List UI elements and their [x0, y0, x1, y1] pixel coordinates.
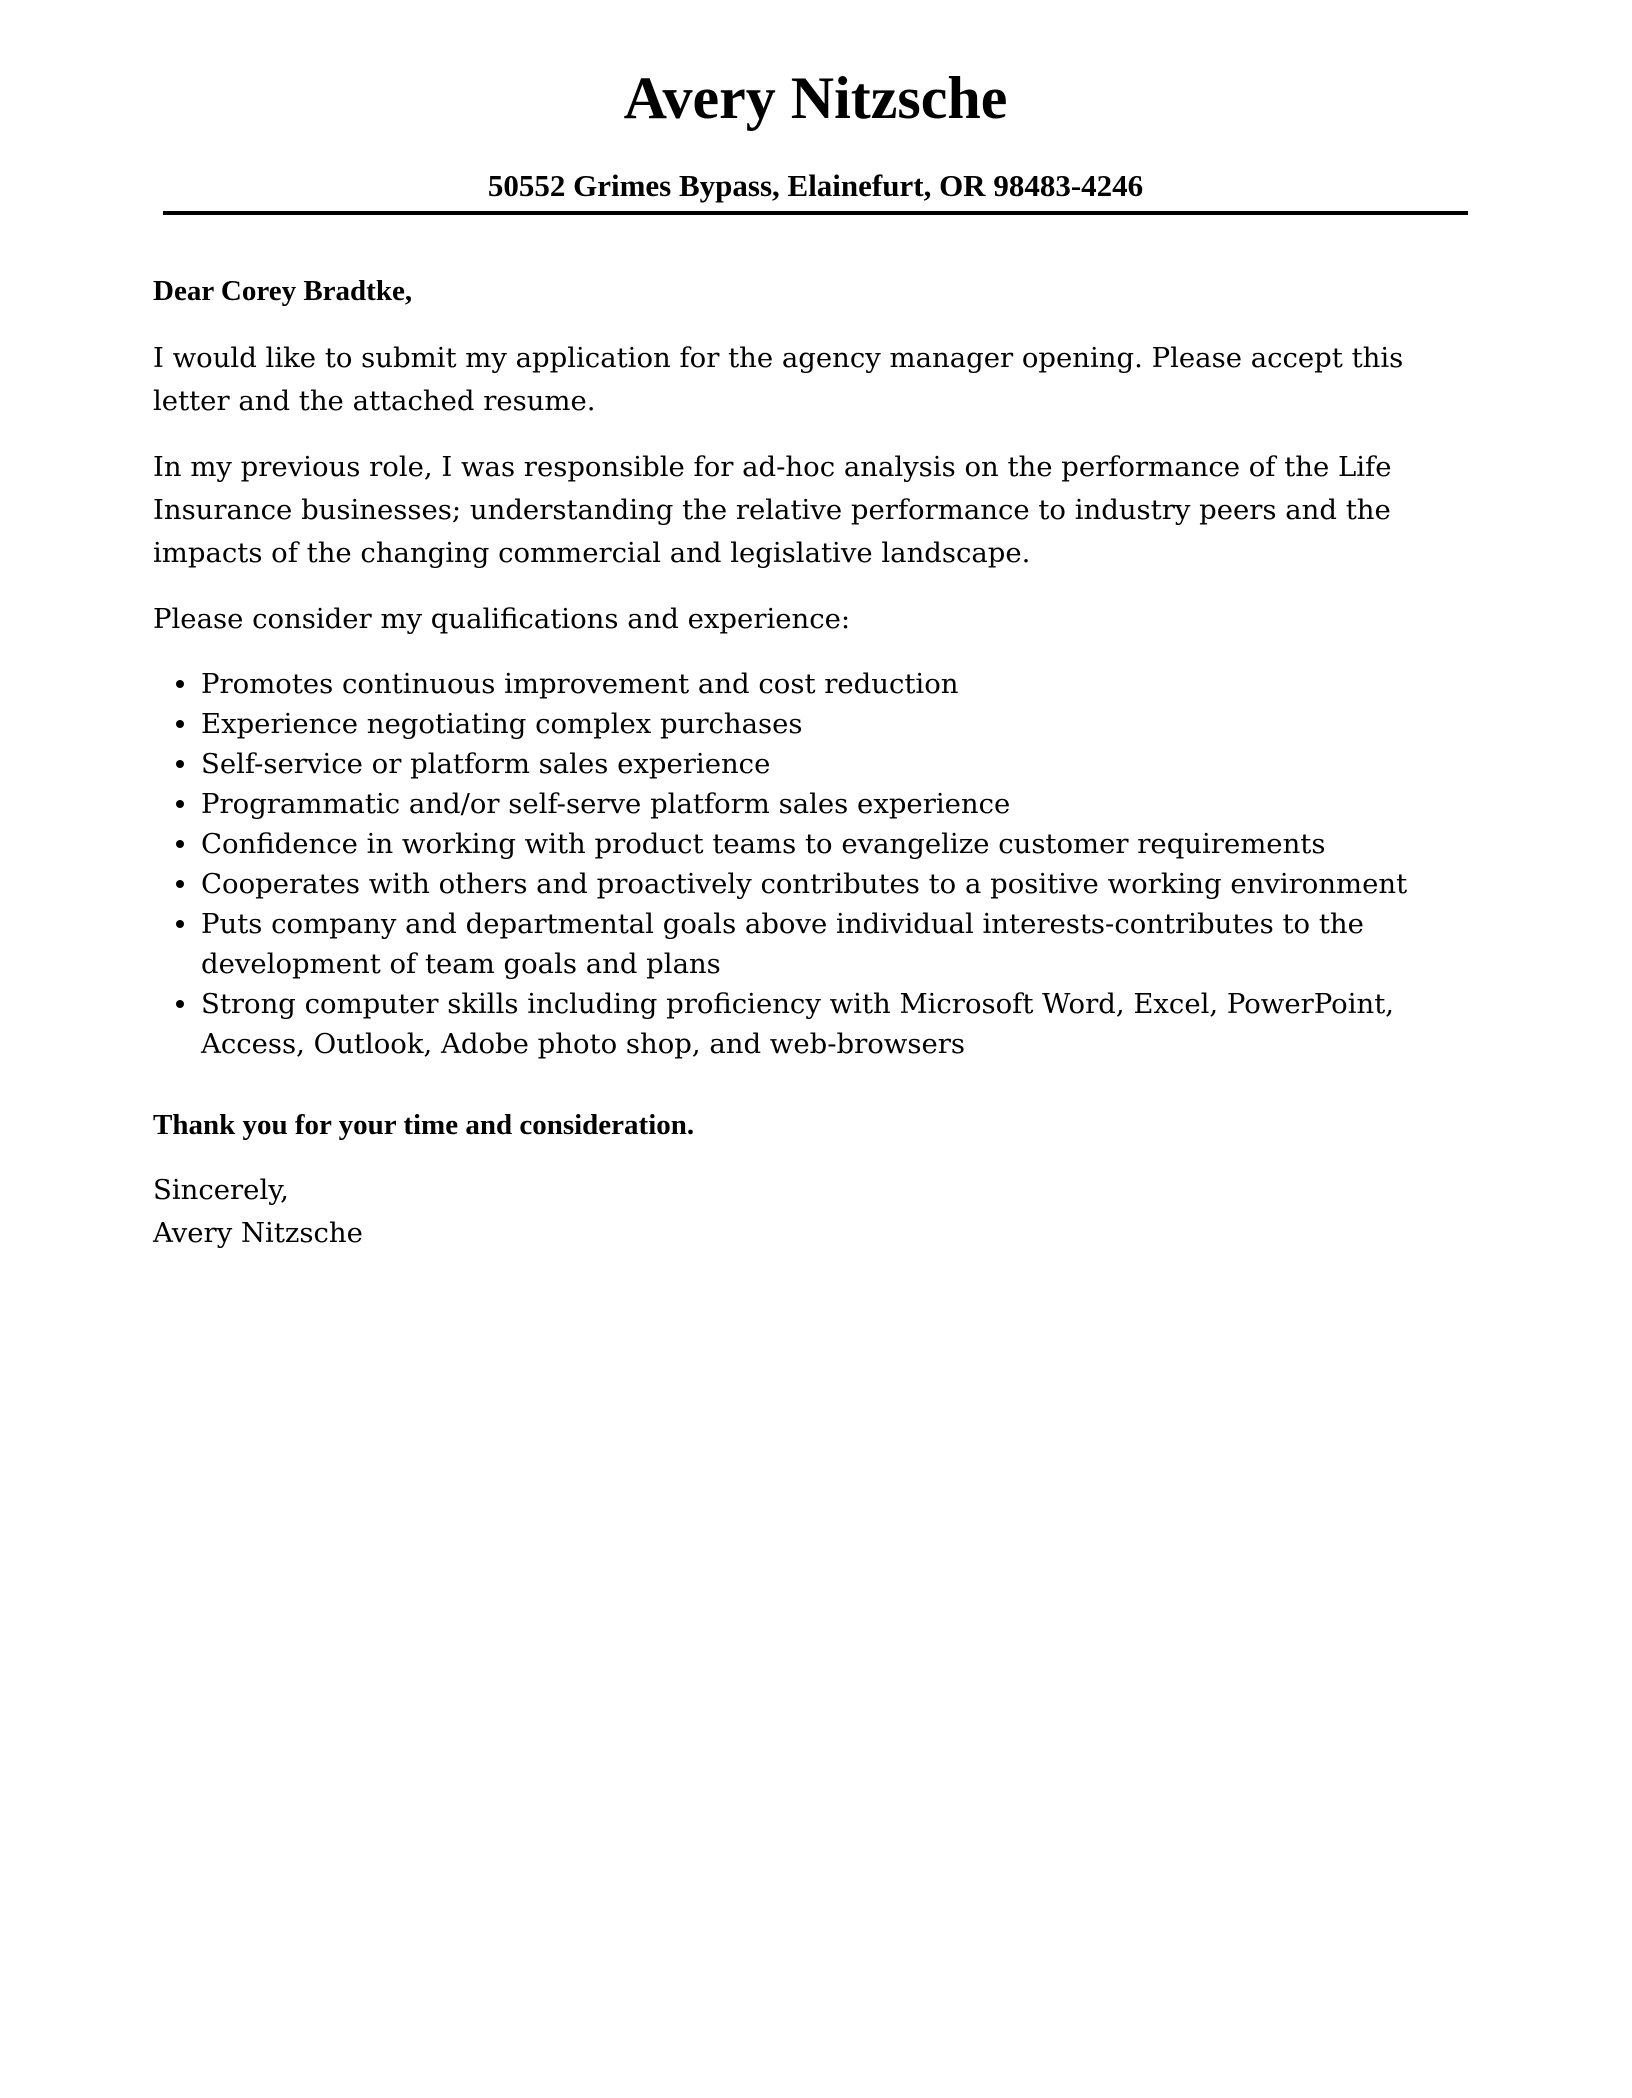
- list-item-text: Self-service or platform sales experience: [201, 748, 771, 780]
- sender-name: Avery Nitzsche: [623, 65, 1008, 131]
- bullet-icon: [176, 920, 184, 928]
- list-item-text: Strong computer skills including proficiency with Microsoft Word, Excel, PowerPoint, Access, Outlook, Adobe photo shop, and web-browsers: [201, 988, 1395, 1060]
- list-item-text: Puts company and departmental goals above individual interests-contributes to the development of team goals and plans: [201, 908, 1364, 980]
- list-item: [153, 984, 1483, 1064]
- letter-header: [163, 58, 1468, 206]
- list-item: [153, 704, 1483, 744]
- qualifications-list: [153, 664, 1483, 1064]
- bullet-icon: [176, 760, 184, 768]
- list-item: [153, 784, 1483, 824]
- intro-paragraph: I would like to submit my application for the agency manager opening. Please accept this letter and the attached resume.: [153, 342, 1404, 417]
- bullet-icon: [176, 1000, 184, 1008]
- list-item-text: Promotes continuous improvement and cost reduction: [201, 668, 959, 700]
- bullet-icon: [176, 720, 184, 728]
- list-item-text: Confidence in working with product teams to evangelize customer requirements: [201, 828, 1326, 860]
- header-divider: [163, 211, 1468, 215]
- signature-name: Avery Nitzsche: [153, 1217, 363, 1249]
- qualifications-intro: Please consider my qualifications and experience:: [153, 603, 851, 635]
- list-item: [153, 864, 1483, 904]
- list-item: [153, 904, 1483, 984]
- experience-paragraph: In my previous role, I was responsible for ad-hoc analysis on the performance of the Life Insurance businesses; understanding the relative performance to industry peers and the impacts of the changing commercial and legislative landscape.: [153, 451, 1392, 569]
- sender-address: 50552 Grimes Bypass, Elainefurt, OR 98483-4246: [487, 168, 1144, 203]
- list-item: [153, 824, 1483, 864]
- list-item-text: Cooperates with others and proactively contributes to a positive working environment: [201, 868, 1408, 900]
- valediction: Sincerely,: [153, 1174, 289, 1206]
- bullet-icon: [176, 680, 184, 688]
- list-item: [153, 664, 1483, 704]
- bullet-icon: [176, 880, 184, 888]
- list-item-text: Experience negotiating complex purchases: [201, 708, 803, 740]
- list-item: [153, 744, 1483, 784]
- bullet-icon: [176, 800, 184, 808]
- letter-body: [153, 270, 1483, 1255]
- bullet-icon: [176, 840, 184, 848]
- closing-line: Thank you for your time and consideration.: [153, 1109, 695, 1141]
- salutation: Dear Corey Bradtke,: [153, 275, 413, 307]
- list-item-text: Programmatic and/or self-serve platform sales experience: [201, 788, 1011, 820]
